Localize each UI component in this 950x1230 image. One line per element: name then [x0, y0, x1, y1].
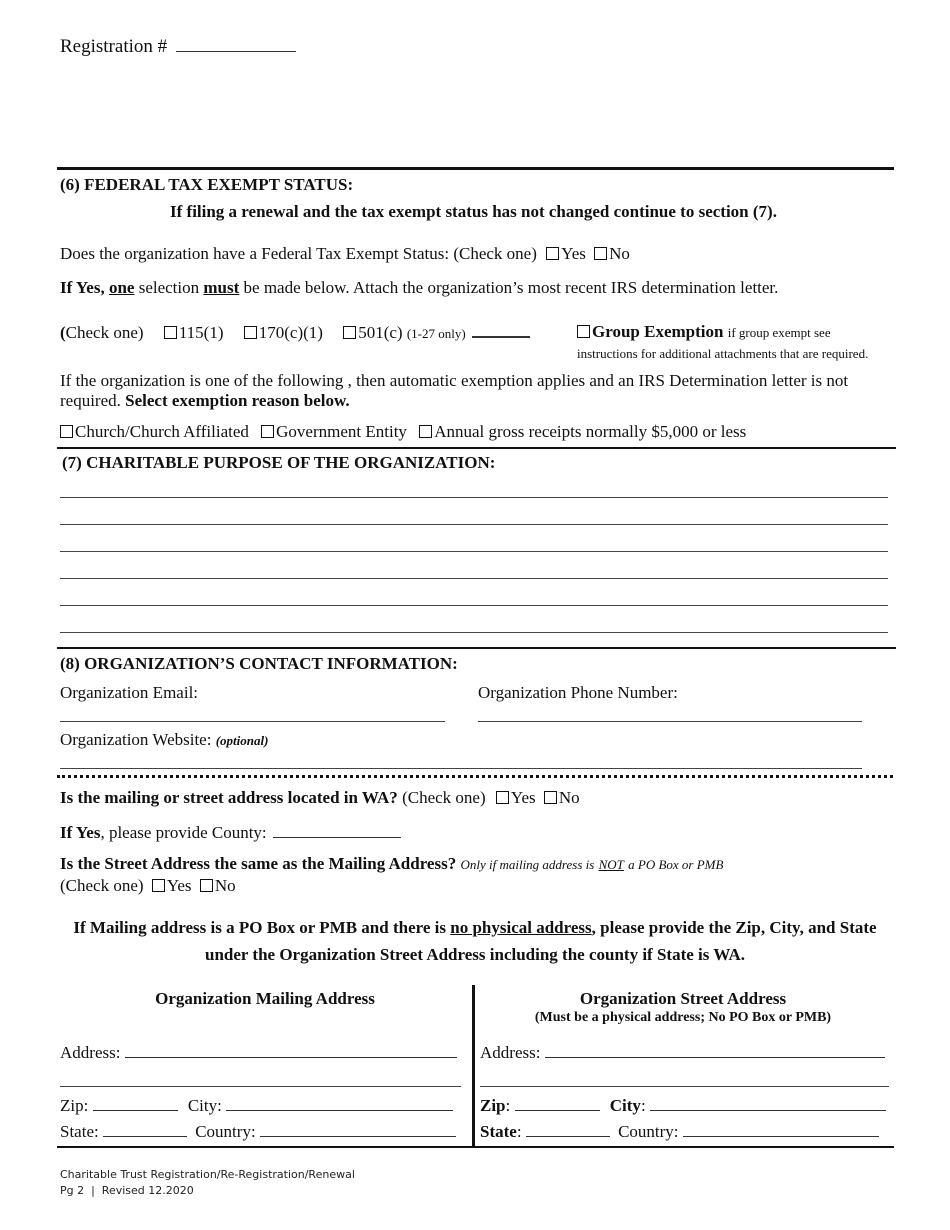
if-yes-rest: be made below. Attach the organization’s most recent IRS determination letter. — [243, 278, 779, 297]
street-city-input[interactable] — [650, 1096, 886, 1111]
auto-exempt-text2: required. — [60, 391, 121, 410]
same-note-not: NOT — [598, 857, 624, 872]
opt-115-checkbox[interactable] — [164, 326, 177, 339]
section7-title: (7) CHARITABLE PURPOSE OF THE ORGANIZATION: — [62, 453, 496, 472]
registration-input[interactable] — [176, 37, 296, 52]
wa-question-row — [60, 788, 580, 808]
mailing-address-input[interactable] — [125, 1043, 457, 1058]
website-label: Organization Website: — [60, 730, 212, 749]
po-box-note-1a: If Mailing address is a PO Box or PMB and there is — [73, 918, 446, 937]
same-note-pre: Only if mailing address is — [460, 857, 595, 872]
same-note-post: a PO Box or PMB — [628, 857, 724, 872]
opt-170-checkbox[interactable] — [244, 326, 257, 339]
group-exemption-label: Group Exemption — [592, 322, 724, 341]
mailing-address-title: Organization Mailing Address — [155, 989, 375, 1008]
wa-yes-label: Yes — [510, 788, 536, 807]
street-address-subtitle: (Must be a physical address; No PO Box or PMB) — [534, 1010, 832, 1025]
tax-exempt-no-label: No — [609, 244, 630, 263]
reason-church-checkbox[interactable] — [60, 425, 73, 438]
section6-top-rule — [57, 167, 894, 170]
exemption-type-row — [60, 322, 530, 343]
mailing-address-label: Address: — [60, 1043, 121, 1062]
reason-receipts-checkbox[interactable] — [419, 425, 432, 438]
section6-title: (6) FEDERAL TAX EXEMPT STATUS: — [60, 175, 354, 194]
po-box-note-line2: under the Organization Street Address including the county if State is WA. — [205, 945, 745, 964]
opt-115-label: 115(1) — [178, 323, 224, 342]
opt-501-checkbox[interactable] — [343, 326, 356, 339]
same-check-label: (Check one) — [60, 876, 144, 895]
street-state-country-row — [480, 1122, 879, 1142]
footer-line2: Pg 2 | Revised 12.2020 — [60, 1184, 194, 1197]
street-city-label: City — [609, 1096, 641, 1115]
purpose-line-5[interactable] — [60, 605, 888, 606]
po-box-note-1c: , please provide the Zip, City, and State — [591, 918, 877, 937]
phone-input[interactable] — [478, 721, 862, 722]
same-yes-label: Yes — [166, 876, 192, 895]
street-zip-colon: : — [505, 1096, 511, 1115]
footer-line1: Charitable Trust Registration/Re-Registration/Renewal — [60, 1168, 355, 1181]
purpose-line-1[interactable] — [60, 497, 888, 498]
mailing-zip-city-row — [60, 1096, 453, 1116]
street-zip-input[interactable] — [515, 1096, 600, 1111]
group-exemption-note1: if group exempt see — [727, 325, 831, 340]
website-label-row — [60, 730, 268, 750]
mailing-country-label: Country: — [195, 1122, 256, 1141]
street-address-input[interactable] — [545, 1043, 885, 1058]
if-yes-instruction — [60, 278, 778, 298]
same-no-checkbox[interactable] — [200, 879, 213, 892]
wa-check-label: (Check one) — [402, 788, 486, 807]
mailing-address-row — [60, 1043, 457, 1063]
section8-title: (8) ORGANIZATION’S CONTACT INFORMATION: — [60, 654, 458, 673]
street-state-input[interactable] — [526, 1122, 610, 1137]
tax-exempt-question-text: Does the organization have a Federal Tax Exempt Status: (Check one) — [60, 244, 537, 263]
street-zip-city-row — [480, 1096, 886, 1116]
street-zip-label: Zip — [480, 1096, 506, 1115]
tax-exempt-yes-checkbox[interactable] — [546, 247, 559, 260]
email-input[interactable] — [60, 721, 445, 722]
tax-exempt-yes-label: Yes — [561, 244, 586, 263]
street-address-title: Organization Street Address — [579, 989, 787, 1008]
wa-no-checkbox[interactable] — [544, 791, 557, 804]
tax-exempt-question — [60, 244, 630, 264]
mailing-state-label: State: — [60, 1122, 99, 1141]
reason-gov-checkbox[interactable] — [261, 425, 274, 438]
same-check-row — [60, 876, 236, 896]
mailing-state-country-row — [60, 1122, 456, 1142]
street-country-input[interactable] — [683, 1122, 879, 1137]
mailing-state-input[interactable] — [103, 1122, 187, 1137]
county-lead: If Yes — [60, 823, 101, 842]
purpose-line-2[interactable] — [60, 524, 888, 525]
county-rest: , please provide County: — [100, 823, 267, 842]
tax-exempt-no-checkbox[interactable] — [594, 247, 607, 260]
po-box-note-line1 — [0, 918, 950, 938]
registration-label: Registration # — [60, 36, 168, 57]
mailing-country-input[interactable] — [260, 1122, 456, 1137]
check-one-label: Check one) — [65, 323, 144, 342]
reason-gov-label: Government Entity — [276, 422, 407, 441]
if-yes-lead: If Yes, — [60, 278, 105, 297]
mailing-zip-label: Zip: — [60, 1096, 89, 1115]
group-exemption-note2: instructions for additional attachments that are required. — [577, 346, 869, 361]
street-address-line2[interactable] — [480, 1086, 889, 1087]
registration-number — [60, 36, 296, 58]
mailing-city-label: City: — [187, 1096, 222, 1115]
street-address-row — [480, 1043, 885, 1063]
opt-170-label: 170(c)(1) — [258, 323, 323, 342]
email-label: Organization Email: — [60, 683, 199, 702]
section8-top-rule — [57, 647, 896, 649]
check-one-paren: ( — [60, 323, 66, 342]
mailing-address-line2[interactable] — [60, 1086, 461, 1087]
reason-church-label: Church/Church Affiliated — [75, 422, 249, 441]
wa-yes-checkbox[interactable] — [496, 791, 509, 804]
same-question: Is the Street Address the same as the Mailing Address? — [60, 854, 457, 873]
group-exemption — [577, 322, 831, 342]
same-address-row — [60, 854, 723, 874]
section7-top-rule — [57, 447, 896, 449]
mailing-city-input[interactable] — [226, 1096, 453, 1111]
wa-no-label: No — [558, 788, 580, 807]
opt-501-label: 501(c) — [358, 323, 403, 342]
if-yes-one: one — [108, 278, 135, 297]
website-optional: (optional) — [215, 733, 269, 748]
street-address-label: Address: — [480, 1043, 541, 1062]
street-country-label: Country: — [618, 1122, 679, 1141]
mailing-zip-input[interactable] — [93, 1096, 178, 1111]
street-city-colon: : — [640, 1096, 646, 1115]
reason-receipts-label: Annual gross receipts normally $5,000 or less — [434, 422, 747, 441]
if-yes-mid: selection — [138, 278, 200, 297]
dotted-separator — [57, 775, 893, 778]
section6-renewal-note: If filing a renewal and the tax exempt status has not changed continue to section (7). — [170, 202, 777, 221]
county-input[interactable] — [273, 823, 401, 838]
purpose-line-4[interactable] — [60, 578, 888, 579]
auto-exempt-bold: Select exemption reason below. — [125, 391, 350, 410]
same-no-label: No — [214, 876, 236, 895]
wa-question: Is the mailing or street address located in WA? — [60, 788, 398, 807]
purpose-line-3[interactable] — [60, 551, 888, 552]
auto-exempt-line2 — [60, 391, 350, 411]
address-bottom-rule — [57, 1146, 894, 1148]
opt-501-subsection-input[interactable] — [472, 322, 530, 338]
same-yes-checkbox[interactable] — [152, 879, 165, 892]
group-exemption-checkbox[interactable] — [577, 325, 590, 338]
auto-exempt-text: If the organization is one of the following , then automatic exemption applies and an IRS Determination letter is not — [60, 371, 849, 390]
opt-501-note: (1-27 only) — [406, 326, 466, 341]
county-row — [60, 823, 401, 843]
phone-label: Organization Phone Number: — [478, 683, 678, 702]
if-yes-must: must — [203, 278, 240, 297]
website-input[interactable] — [60, 768, 862, 769]
address-column-divider — [472, 985, 475, 1148]
street-state-colon: : — [516, 1122, 522, 1141]
po-box-note-1b: no physical address — [450, 918, 592, 937]
exemption-reasons-row — [60, 422, 746, 442]
street-state-label: State — [480, 1122, 517, 1141]
purpose-line-6[interactable] — [60, 632, 888, 633]
